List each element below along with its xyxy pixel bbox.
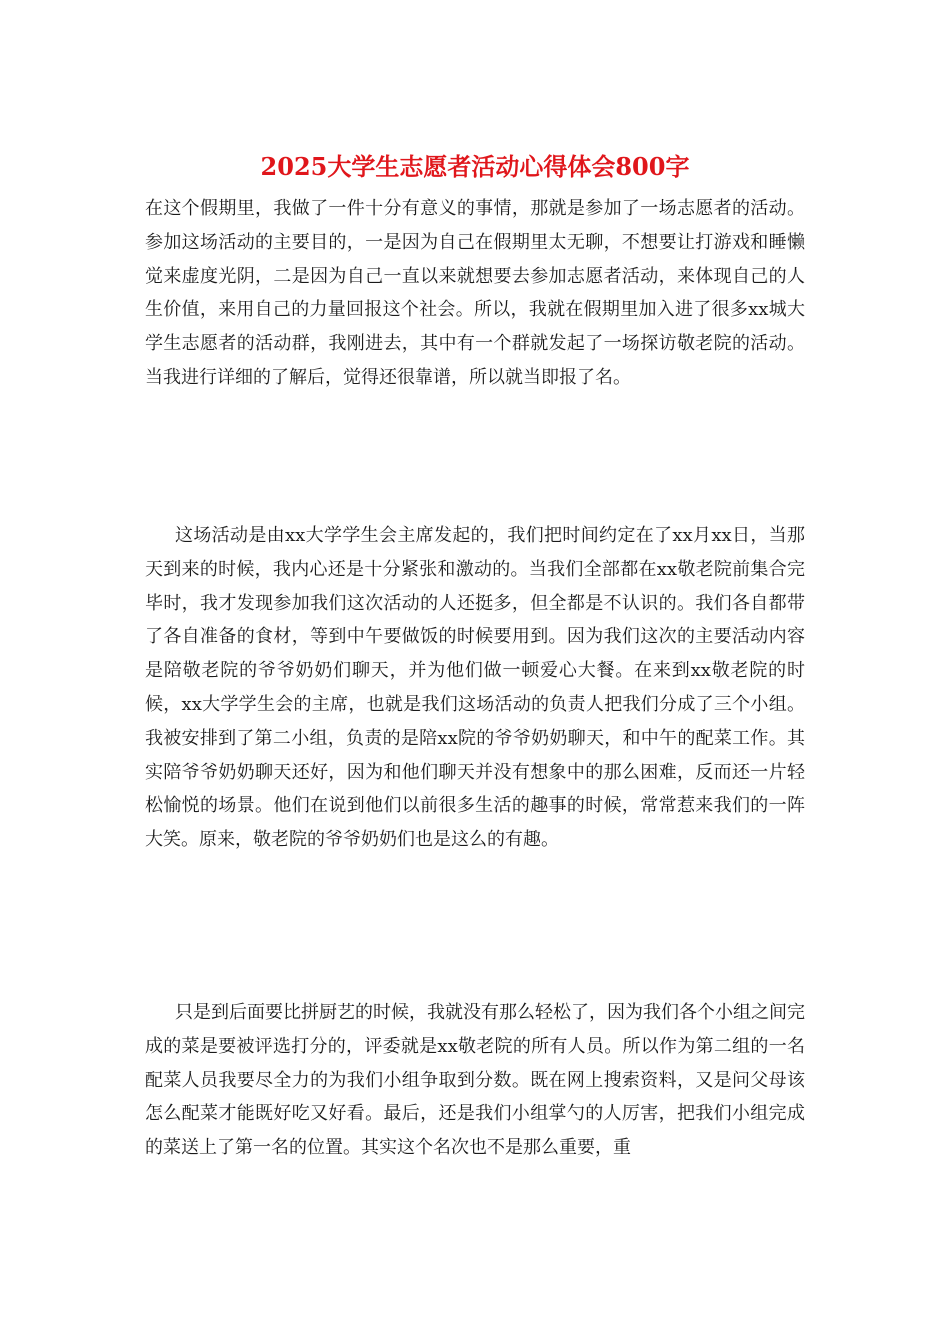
paragraph-2: 这场活动是由xx大学学生会主席发起的，我们把时间约定在了xx月xx日，当那天到来的时候，我内心还是十分紧张和激动的。当我们全部都在xx敬老院前集合完毕时，我才发现参加我们这次活动的人还挺多，但全都是不认识的。我们各自都带了各自准备的食材，等到中午要做饭的时候要用到。因为我们这次的主要活动内容是陪敬老院的爷爷奶奶们聊天，并为他们做一顿爱心大餐。在来到xx敬老院的时候，xx大学学生会的主席，也就是我们这场活动的负责人把我们分成了三个小组。我被安排到了第二小组，负责的是陪xx院的爷爷奶奶聊天，和中午的配菜工作。其实陪爷爷奶奶聊天还好，因为和他们聊天并没有想象中的那么困难，反而还一片轻松愉悦的场景。他们在说到他们以前很多生活的趣事的时候，常常惹来我们的一阵大笑。原来，敬老院的爷爷奶奶们也是这么的有趣。 (145, 525, 805, 851)
paragraph-3: 只是到后面要比拼厨艺的时候，我就没有那么轻松了，因为我们各个小组之间完成的菜是要被评选打分的，评委就是xx敬老院的所有人员。所以作为第二组的一名配菜人员我要尽全力的为我们小组争取到分数。既在网上搜索资料，又是问父母该怎么配菜才能既好吃又好看。最后，还是我们小组掌勺的人厉害，把我们小组完成的菜送上了第一名的位置。其实这个名次也不是那么重要，重 (145, 1002, 805, 1159)
paragraph-1: 在这个假期里，我做了一件十分有意义的事情，那就是参加了一场志愿者的活动。参加这场活动的主要目的，一是因为自己在假期里太无聊，不想要让打游戏和睡懒觉来虚度光阴，二是因为自己一直以来就想要去参加志愿者活动，来体现自己的人生价值，来用自己的力量回报这个社会。所以，我就在假期里加入进了很多xx城大学生志愿者的活动群，我刚进去，其中有一个群就发起了一场探访敬老院的活动。当我进行详细的了解后，觉得还很靠谱，所以就当即报了名。 (145, 198, 805, 388)
document-title: 2025大学生志愿者活动心得体会800字 (260, 152, 690, 181)
